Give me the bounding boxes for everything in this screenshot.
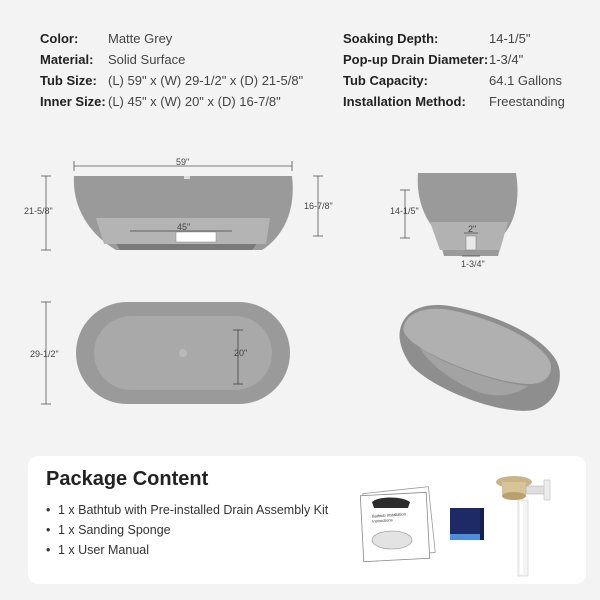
drain-assembly-image [490,470,562,582]
dim-side-drain: 1-3/4" [461,259,485,269]
spec-label: Tub Capacity: [343,73,428,88]
spec-value: (L) 59" x (W) 29-1/2" x (D) 21-5/8" [108,73,304,88]
dim-side-drain-top: 2" [468,224,477,234]
package-item-label: 1 x Bathtub with Pre-installed Drain Assembly Kit [58,503,329,517]
dim-front-length: 59" [176,157,190,167]
list-item [46,520,328,540]
package-item-label: 1 x Sanding Sponge [58,523,171,537]
dim-top-inner-width: 20" [234,348,248,358]
spec-value: Freestanding [489,94,565,109]
dim-front-inner-length: 45" [177,222,191,232]
dim-front-inner-depth: 16-7/8" [304,201,333,211]
package-title: Package Content [46,468,209,490]
spec-label: Color: [40,31,79,46]
list-item [46,500,328,520]
user-manual-image [358,484,444,564]
perspective-view [399,305,559,411]
spec-value: 1-3/4" [489,52,524,67]
package-item-label: 1 x User Manual [58,543,150,557]
dim-side-soak: 14-1/5" [390,206,419,216]
spec-value: Solid Surface [108,52,186,67]
spec-label: Soaking Depth: [343,31,439,46]
spec-value: (L) 45" x (W) 20" x (D) 16-7/8" [108,94,281,109]
spec-label: Inner Size: [40,94,106,109]
manual-title: Bathtub Installation Instructions [371,511,407,524]
front-view [41,161,323,250]
bullet-icon: • [46,543,51,557]
package-content-panel [28,456,586,584]
top-view [41,302,290,404]
package-list [46,500,328,560]
bullet-icon: • [46,503,51,517]
spec-label: Tub Size: [40,73,97,88]
dim-front-height: 21-5/8" [24,206,53,216]
dim-top-width: 29-1/2" [30,349,59,359]
spec-value: 14-1/5" [489,31,531,46]
sanding-sponge-image [446,504,488,544]
bullet-icon: • [46,523,51,537]
spec-label: Material: [40,52,94,67]
spec-value: Matte Grey [108,31,173,46]
spec-label: Pop-up Drain Diameter: [343,52,489,67]
spec-label: Installation Method: [343,94,466,109]
list-item [46,540,328,560]
spec-value: 64.1 Gallons [489,73,562,88]
